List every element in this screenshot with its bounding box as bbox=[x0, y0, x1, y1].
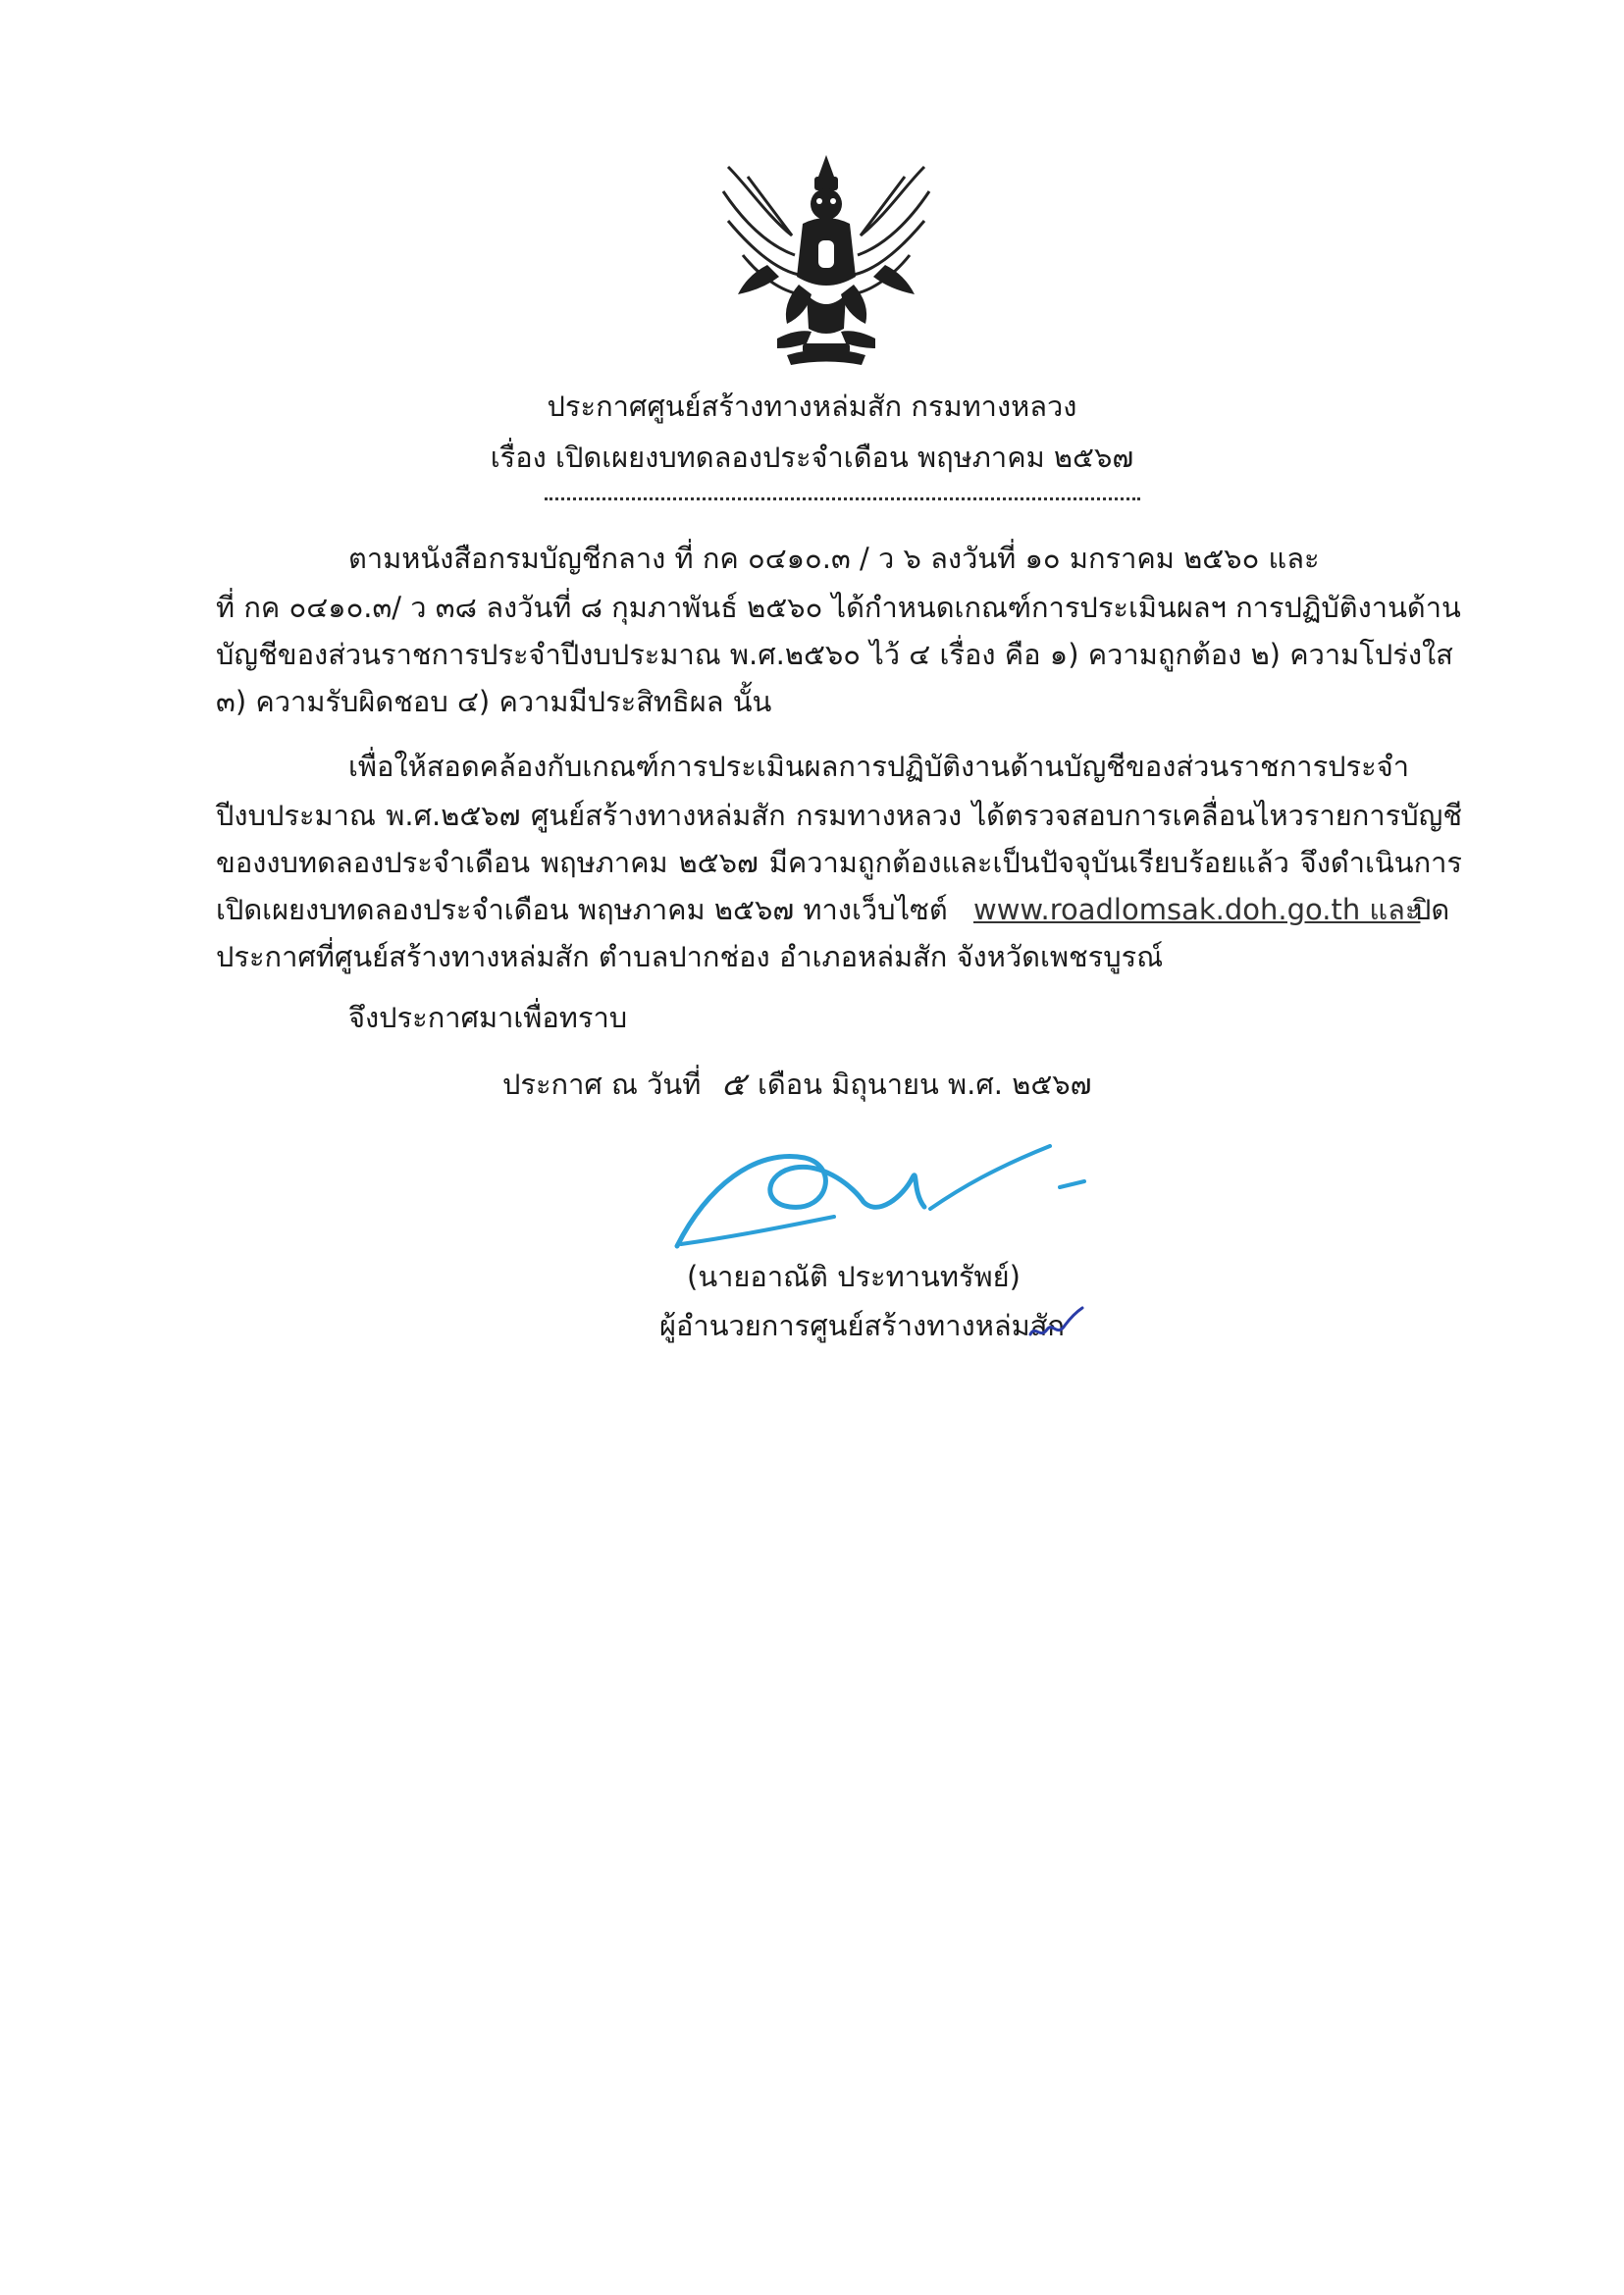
website-link[interactable]: www.roadlomsak.doh.go.th และ bbox=[973, 893, 1421, 926]
date-day: ๕ bbox=[721, 1065, 746, 1103]
paragraph2-line3: ของงบทดลองประจำเดือน พฤษภาคม ๒๕๖๗ มีความถูกต้องและเป็นปัจจุบันเรียบร้อยแล้ว จึงดำเนินการ bbox=[216, 846, 1462, 879]
signature bbox=[667, 1119, 1099, 1266]
closing-statement: จึงประกาศมาเพื่อทราบ bbox=[348, 1001, 628, 1034]
paragraph2-line5: ประกาศที่ศูนย์สร้างทางหล่มสัก ตำบลปากช่อง อำเภอหล่มสัก จังหวัดเพชรบูรณ์ bbox=[216, 940, 1164, 973]
signatory-position: ผู้อำนวยการศูนย์สร้างทางหล่มสัก bbox=[659, 1309, 1065, 1342]
paragraph1-line3: บัญชีของส่วนราชการประจำปีงบประมาณ พ.ศ.๒๕๖๐ ไว้ ๔ เรื่อง คือ ๑) ความถูกต้อง ๒) ความโปร่งใส bbox=[216, 638, 1453, 671]
paragraph2-line1: เพื่อให้สอดคล้องกับเกณฑ์การประเมินผลการปฏิบัติงานด้านบัญชีของส่วนราชการประจำ bbox=[348, 750, 1409, 783]
paragraph1-line1: ตามหนังสือกรมบัญชีกลาง ที่ กค ๐๔๑๐.๓ / ว ๖ ลงวันที่ ๑๐ มกราคม ๒๕๖๐ และ bbox=[348, 542, 1320, 575]
paragraph2-line2: ปีงบประมาณ พ.ศ.๒๕๖๗ ศูนย์สร้างทางหล่มสัก กรมทางหลวง ได้ตรวจสอบการเคลื่อนไหวรายการบัญชี bbox=[216, 799, 1462, 832]
date-suffix: เดือน มิถุนายน พ.ศ. ๒๕๖๗ bbox=[758, 1068, 1092, 1101]
signatory-name: (นายอาณัติ ประทานทรัพย์) bbox=[687, 1260, 1021, 1293]
announcement-title: ประกาศศูนย์สร้างทางหล่มสัก กรมทางหลวง bbox=[547, 390, 1077, 423]
paragraph1-line4: ๓) ความรับผิดชอบ ๔) ความมีประสิทธิผล นั้น bbox=[216, 685, 772, 718]
paragraph1-line2: ที่ กค ๐๔๑๐.๓/ ว ๓๘ ลงวันที่ ๘ กุมภาพันธ์ ๒๕๖๐ ได้กำหนดเกณฑ์การประเมินผลฯ การปฏิบัติงานด้าน bbox=[216, 591, 1461, 624]
dotted-separator bbox=[545, 497, 1140, 500]
initial-mark bbox=[1025, 1300, 1084, 1344]
date-prefix: ประกาศ ณ วันที่ bbox=[502, 1068, 702, 1101]
garuda-emblem-icon bbox=[708, 147, 944, 373]
paragraph2-line4-suffix: ปิด bbox=[1413, 893, 1450, 926]
announcement-subject: เรื่อง เปิดเผยงบทดลองประจำเดือน พฤษภาคม ๒๕๖๗ bbox=[490, 441, 1134, 474]
paragraph2-line4-prefix: เปิดเผยงบทดลองประจำเดือน พฤษภาคม ๒๕๖๗ ทางเว็บไซต์ bbox=[216, 893, 948, 926]
